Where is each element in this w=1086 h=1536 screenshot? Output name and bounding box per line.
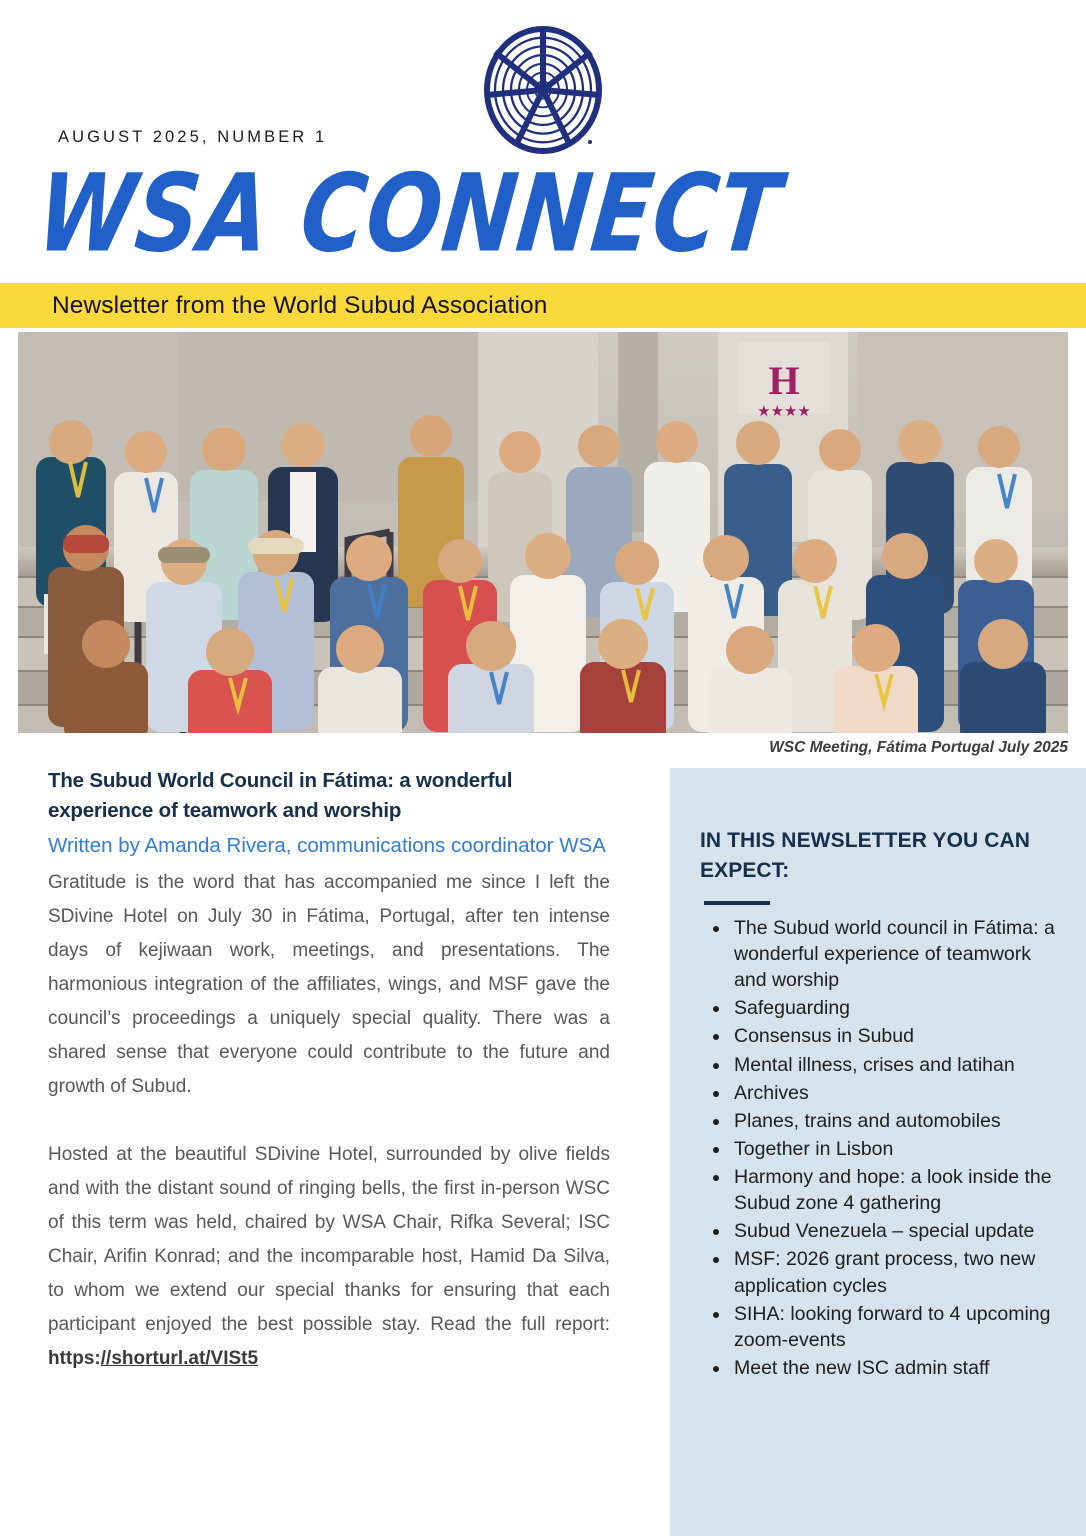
list-item: Mental illness, crises and latihan: [732, 1052, 1064, 1078]
list-item: Archives: [732, 1080, 1064, 1106]
article-byline: Written by Amanda Rivera, communications coordinator WSA: [48, 833, 606, 857]
registered-mark-dot: [588, 140, 592, 144]
lead-article: [48, 766, 610, 1376]
photo-caption: WSC Meeting, Fátima Portugal July 2025: [769, 739, 1068, 756]
subud-symbol-logo: [484, 26, 602, 154]
svg-text:H: H: [768, 358, 800, 403]
list-item: Consensus in Subud: [732, 1023, 1064, 1049]
subtitle-banner: [0, 283, 1086, 328]
in-this-newsletter-panel: [670, 768, 1086, 1536]
list-item: Harmony and hope: a look inside the Subud zone 4 gathering: [732, 1164, 1064, 1216]
list-item: MSF: 2026 grant process, two new application cycles: [732, 1246, 1064, 1298]
article-paragraph-2-text: Hosted at the beautiful SDivine Hotel, surrounded by olive fields and with the distant sound of ringing bells, the first in-person WSC of this term was held, chaired by WSA Chair, Rifka Several; ISC Chair, Arifin Konrad; and the incomparable host, Hamid Da Silva, to whom we extend our special thanks for ensuring that each participant enjoyed the best possible stay. Read the full report:: [48, 1144, 610, 1336]
subtitle-banner-text: Newsletter from the World Subud Association: [52, 291, 548, 319]
article-body: [48, 866, 610, 1376]
full-report-link[interactable]: [48, 1348, 263, 1369]
newsletter-header: [0, 0, 1086, 283]
article-title: The Subud World Council in Fátima: a wonderful experience of teamwork and worship: [48, 769, 513, 823]
list-item: Subud Venezuela – special update: [732, 1218, 1064, 1244]
sidebar-contents-list: [700, 915, 1064, 1381]
sidebar-title: IN THIS NEWSLETTER YOU CAN EXPECT:: [700, 829, 1031, 883]
list-item: SIHA: looking forward to 4 upcoming zoom-events: [732, 1301, 1064, 1353]
sidebar-divider: [704, 901, 770, 905]
article-paragraph-1: Gratitude is the word that has accompanied me since I left the SDivine Hotel on July 30 in Fátima, Portugal, after ten intense days of kejiwaan work, meetings, and presentations. The harmonious integration of the affiliates, wings, and MSF gave the council’s proceedings a uniquely special quality. There was a shared sense that everyone could contribute to the future and growth of Subud.: [48, 872, 610, 1098]
masthead-title: WSA CONNECT: [31, 150, 787, 276]
issue-date-line: AUGUST 2025, NUMBER 1: [58, 128, 328, 146]
list-item: Meet the new ISC admin staff: [732, 1355, 1064, 1381]
list-item: Planes, trains and automobiles: [732, 1108, 1064, 1134]
link-scheme: https:: [48, 1348, 101, 1370]
link-path: //shorturl.at/VISt5: [100, 1348, 259, 1370]
article-paragraph-2: [48, 1138, 610, 1376]
list-item: The Subud world council in Fátima: a wonderful experience of teamwork and worship: [732, 915, 1064, 993]
svg-text:★★★★: ★★★★: [757, 403, 811, 420]
wsc-group-photo: [18, 332, 1068, 733]
list-item: Together in Lisbon: [732, 1136, 1064, 1162]
list-item: Safeguarding: [732, 995, 1064, 1021]
